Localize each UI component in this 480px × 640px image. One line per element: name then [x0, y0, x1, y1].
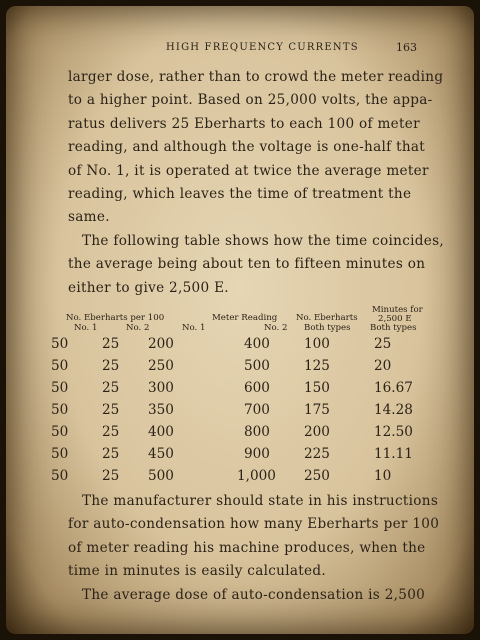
meter-no2-cell: 1,000: [237, 468, 276, 484]
header-meter-group: Meter Reading: [212, 313, 278, 323]
text-line: of meter reading his machine produces, when the: [68, 539, 426, 556]
table-row: [51, 380, 424, 402]
both-eberharts-cell: 200: [304, 424, 330, 440]
book-page: [6, 6, 474, 634]
text-line: either to give 2,500 E.: [68, 279, 229, 296]
eb-no1-cell: 50: [51, 424, 69, 440]
header-both-eberharts-2: Both types: [304, 323, 351, 333]
both-eberharts-cell: 225: [304, 446, 330, 462]
header-minutes-1: Minutes for: [372, 305, 423, 315]
text-line: reading, and although the voltage is one-half that: [68, 139, 426, 156]
eb-no2-cell: 25: [102, 424, 120, 440]
text-line: time in minutes is easily calculated.: [68, 563, 327, 580]
meter-no1-cell: 200: [148, 336, 174, 352]
both-eberharts-cell: 150: [304, 380, 330, 396]
meter-no1-cell: 500: [148, 468, 174, 484]
text-line: for auto-condensation how many Eberharts per 100: [68, 516, 440, 533]
eb-no2-cell: 25: [102, 402, 120, 418]
text-line: The average dose of auto-condensation is 2,500: [82, 586, 426, 603]
table-row: [51, 358, 424, 380]
text-line: The following table shows how the time coincides,: [82, 233, 445, 249]
eb-no1-cell: 50: [51, 380, 69, 396]
meter-no1-cell: 250: [148, 358, 174, 374]
header-eberharts-no2: No. 2: [126, 323, 150, 333]
eb-no1-cell: 50: [51, 468, 69, 484]
table-row: [51, 424, 424, 446]
text-line: The manufacturer should state in his instructions: [82, 493, 439, 509]
table-row: [51, 446, 424, 468]
meter-no2-cell: 500: [244, 358, 270, 374]
text-line: ratus delivers 25 Eberharts to each 100 of meter: [68, 115, 420, 132]
page-number: 163: [396, 41, 417, 54]
minutes-cell: 11.11: [374, 446, 413, 462]
eb-no1-cell: 50: [51, 336, 69, 352]
table-row: [51, 402, 424, 424]
eb-no1-cell: 50: [51, 358, 69, 374]
both-eberharts-cell: 250: [304, 468, 330, 484]
header-meter-no1: No. 1: [182, 323, 206, 333]
minutes-cell: 14.28: [374, 402, 413, 418]
text-line: to a higher point. Based on 25,000 volts, the appa-: [68, 92, 433, 109]
table-row: [51, 336, 424, 358]
minutes-cell: 20: [374, 358, 392, 374]
running-title: HIGH FREQUENCY CURRENTS: [166, 42, 359, 53]
text-line: larger dose, rather than to crowd the meter reading: [68, 69, 444, 85]
eb-no2-cell: 25: [102, 336, 120, 352]
meter-no2-cell: 400: [244, 336, 270, 352]
header-eberharts-no1: No. 1: [74, 323, 98, 333]
text-line: of No. 1, it is operated at twice the average meter: [68, 162, 429, 179]
eb-no2-cell: 25: [102, 446, 120, 462]
header-minutes-3: Both types: [370, 323, 417, 333]
both-eberharts-cell: 100: [304, 336, 330, 352]
text-line: same.: [68, 209, 110, 226]
header-minutes-2: 2,500 E: [378, 314, 412, 324]
paragraph-3: [68, 490, 440, 607]
minutes-cell: 25: [374, 336, 392, 352]
paragraph-1: [68, 66, 444, 230]
minutes-cell: 10: [374, 468, 392, 484]
header-eberharts-group: No. Eberharts per 100: [66, 313, 165, 323]
eb-no2-cell: 25: [102, 380, 120, 396]
meter-no2-cell: 600: [244, 380, 270, 396]
both-eberharts-cell: 125: [304, 358, 330, 374]
header-meter-no2: No. 2: [264, 323, 288, 333]
meter-no1-cell: 300: [148, 380, 174, 396]
table-row: [51, 468, 424, 490]
paragraph-2: [68, 230, 445, 300]
meter-no2-cell: 900: [244, 446, 270, 462]
meter-no2-cell: 800: [244, 424, 270, 440]
meter-no1-cell: 350: [148, 402, 174, 418]
eb-no2-cell: 25: [102, 358, 120, 374]
eb-no1-cell: 50: [51, 446, 69, 462]
eb-no1-cell: 50: [51, 402, 69, 418]
header-both-eberharts-1: No. Eberharts: [296, 313, 358, 323]
meter-no2-cell: 700: [244, 402, 270, 418]
meter-no1-cell: 400: [148, 424, 174, 440]
text-line: the average being about ten to fifteen minutes on: [68, 256, 426, 273]
both-eberharts-cell: 175: [304, 402, 330, 418]
eb-no2-cell: 25: [102, 468, 120, 484]
minutes-cell: 16.67: [374, 380, 413, 396]
meter-no1-cell: 450: [148, 446, 174, 462]
minutes-cell: 12.50: [374, 424, 413, 440]
text-line: reading, which leaves the time of treatment the: [68, 186, 412, 203]
